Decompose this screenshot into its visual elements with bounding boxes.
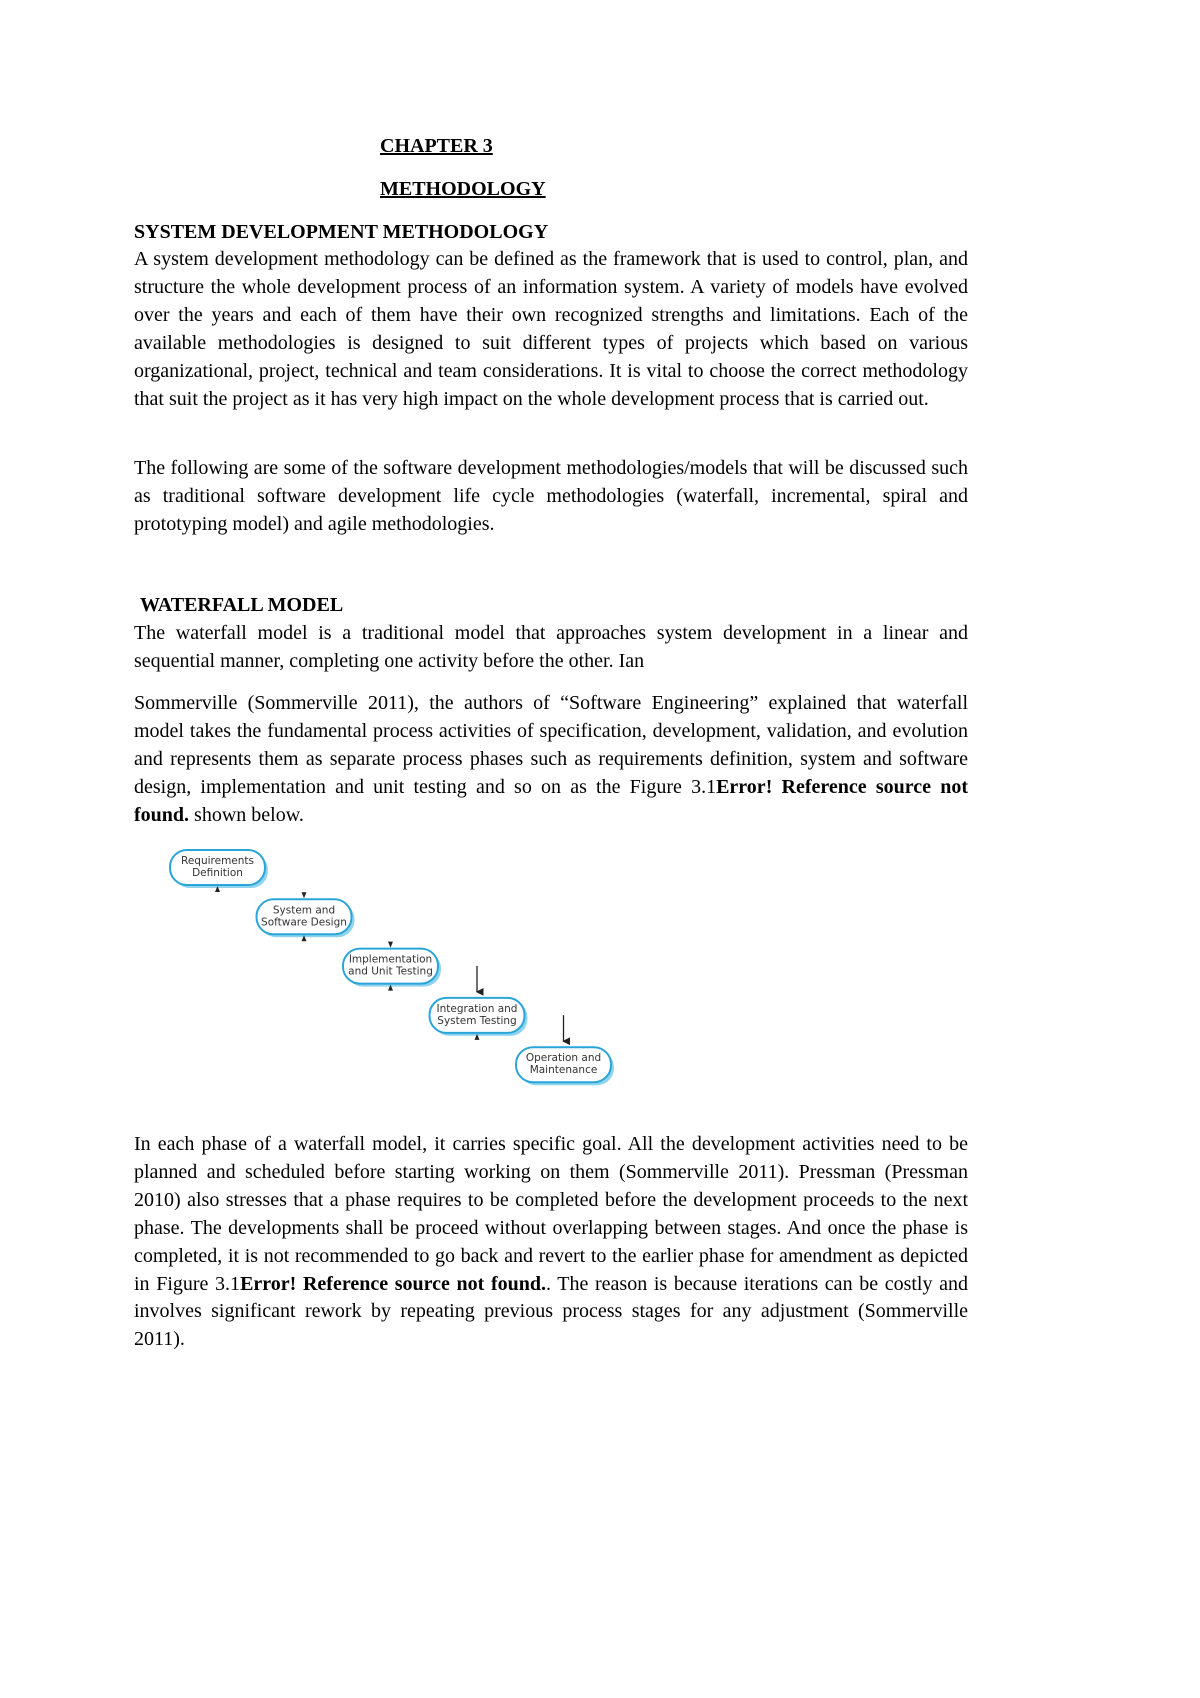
reference-error: Error! Reference source not found. <box>134 775 968 826</box>
section-heading-waterfall: WATERFALL MODEL <box>140 594 344 616</box>
text: In each phase of a waterfall model, it carries specific goal. All the development activities need to be planned and scheduled before starting working on them (Sommerville 2011). Pressman (Pressman 2010) also stresses that a phase requires to be completed before the development proceeds to the next phase. The developments shall be proceed without overlapping between stages. And once the phase is completed, it is not recommended to go back and revert to the earlier phase for amendment as depicted in Figure 3.1 <box>134 1133 968 1295</box>
reference-error: Error! Reference source not found. <box>240 1272 546 1295</box>
arrow-down-icon <box>388 942 393 948</box>
phase-label: System and <box>272 904 336 917</box>
phase-label: System Testing <box>437 1014 517 1027</box>
phase-label: Integration and <box>436 1002 518 1015</box>
page-title: METHODOLOGY <box>380 178 546 200</box>
arrow-down-icon <box>302 892 307 898</box>
text: shown below. <box>189 803 304 826</box>
phase-label: Maintenance <box>529 1064 598 1077</box>
phase-label: Software Design <box>261 916 347 929</box>
section-heading-sdm: SYSTEM DEVELOPMENT METHODOLOGY <box>134 221 549 243</box>
phase-label: Operation and <box>525 1052 602 1065</box>
phase-label: Requirements <box>181 855 254 867</box>
paragraph <box>134 1131 968 1354</box>
phase-label: and Unit Testing <box>348 965 433 978</box>
paragraph: The waterfall model is a traditional model that approaches system development in a linear and sequential manner, completing one activity before the other. Ian <box>134 622 968 672</box>
chapter-heading: CHAPTER 3 <box>380 135 493 157</box>
paragraph: A system development methodology can be defined as the framework that is used to control, plan, and structure the whole development process of an information system. A variety of models have evolved over the years and each of them have their own recognized strengths and limitations. Each of the available methodologies is designed to suit different types of projects which based on various organizational, project, technical and team considerations. It is vital to choose the correct methodology that suit the project as it has very high impact on the whole development process that is carried out. <box>134 248 968 410</box>
text: Sommerville (Sommerville 2011), the authors of “Software Engineering” explained that waterfall model takes the fundamental process activities of specification, development, validation, and evolution and represents them as separate process phases such as requirements definition, system and software design, implementation and unit testing and so on as the Figure 3.1 <box>134 692 968 798</box>
phase-label: Implementation <box>348 953 433 966</box>
text: . The reason is because iterations can be costly and involves significant rework by repeating previous process stages for any adjustment (Sommerville 2011). <box>134 1272 969 1351</box>
paragraph: The following are some of the software development methodologies/models that will be discussed such as traditional software development life cycle methodologies (waterfall, incremental, spiral and prototyping model) and agile methodologies. <box>134 457 968 535</box>
phase-label: Definition <box>192 867 243 879</box>
